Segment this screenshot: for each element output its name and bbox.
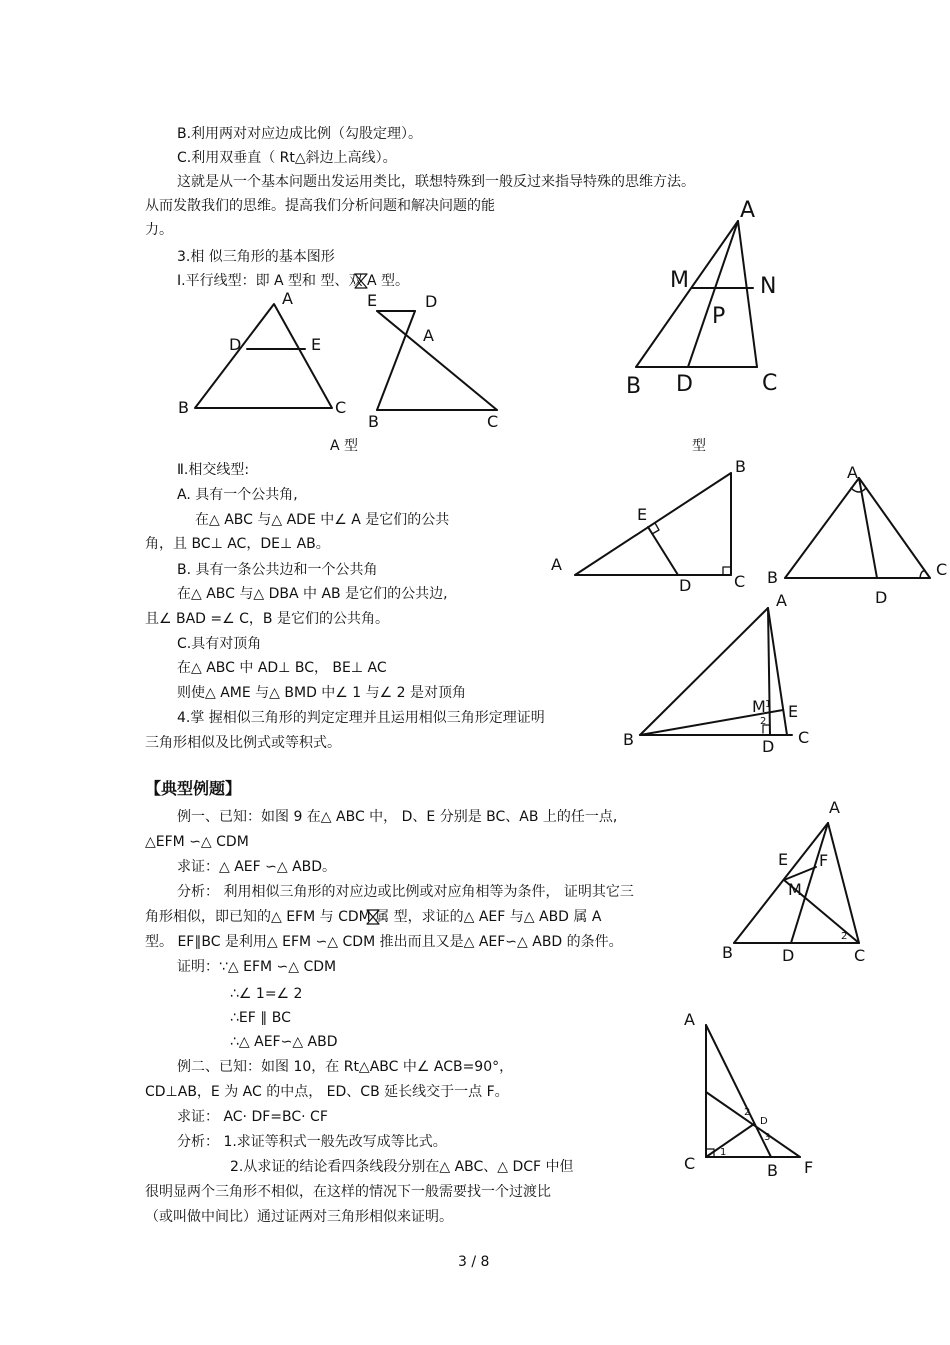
label-c: C bbox=[487, 412, 499, 431]
figure-x-type bbox=[365, 293, 505, 433]
label-b: B bbox=[767, 568, 778, 587]
label-m: M bbox=[752, 697, 766, 716]
label-b: B bbox=[722, 943, 733, 962]
text-line: 在△ ABC 与△ DBA 中 AB 是它们的公共边, bbox=[177, 586, 448, 602]
label-2: 2 bbox=[744, 1107, 751, 1118]
text-line: C.具有对顶角 bbox=[177, 636, 262, 652]
label-1: 1 bbox=[720, 1147, 727, 1158]
text-line: 角形相似，即已知的△ EFM 与 CDM 属 型，求证的△ AEF 与△ ABD 属 A bbox=[145, 909, 602, 925]
label-c: C bbox=[762, 371, 778, 396]
figure-vertical-angles bbox=[620, 590, 820, 760]
text-line: 4.掌 握相似三角形的判定定理并且运用相似三角形定理证明 bbox=[177, 710, 545, 726]
label-f: F bbox=[819, 851, 829, 870]
text-line: CD⊥AB，E 为 AC 的中点， ED、CB 延长线交于一点 F。 bbox=[145, 1084, 509, 1100]
label-d: D bbox=[229, 335, 242, 354]
text-line: 力。 bbox=[145, 222, 173, 238]
figure-double-a bbox=[620, 193, 800, 403]
text-line: 求证： AC· DF=BC· CF bbox=[177, 1109, 328, 1125]
label-b: B bbox=[368, 412, 379, 431]
label-2: 2 bbox=[841, 931, 848, 942]
text-line: A. 具有一个公共角, bbox=[177, 487, 298, 503]
text-line: Ⅰ.平行线型：即 A 型和 型、双 A 型。 bbox=[177, 273, 409, 289]
label-d: D bbox=[875, 588, 888, 607]
label-c: C bbox=[734, 572, 746, 591]
label-e: E bbox=[788, 702, 799, 721]
hourglass-icon bbox=[354, 273, 368, 289]
text-line: 型。 EF∥BC 是利用△ EFM ∽△ CDM 推出而且又是△ AEF∽△ ABD 的条件。 bbox=[145, 934, 623, 950]
label-c: C bbox=[936, 560, 948, 579]
text-line: 例二、已知：如图 10，在 Rt△ABC 中∠ ACB=90°， bbox=[177, 1059, 514, 1075]
figure-a-type bbox=[175, 289, 347, 422]
text-line: 在△ ABC 与△ ADE 中∠ A 是它们的公共 bbox=[195, 512, 450, 528]
text-line: ∴△ AEF∽△ ABD bbox=[230, 1034, 338, 1050]
label-3: 3 bbox=[764, 1132, 771, 1143]
label-f: F bbox=[804, 1158, 814, 1177]
figure-common-side bbox=[765, 458, 950, 608]
text-line: 例一、已知：如图 9 在△ ABC 中， D、E 分别是 BC、AB 上的任一点, bbox=[177, 809, 618, 825]
label-a: A bbox=[847, 463, 858, 482]
label-b: B bbox=[626, 374, 642, 399]
text-line: 分析： 利用相似三角形的对应边或比例或对应角相等为条件， 证明其它三 bbox=[177, 884, 634, 900]
label-c: C bbox=[335, 398, 347, 417]
label-b: B bbox=[735, 457, 746, 476]
text-line: △EFM ∽△ CDM bbox=[145, 834, 249, 850]
label-a: A bbox=[740, 198, 756, 223]
label-e: E bbox=[637, 505, 648, 524]
text-line: 3.相 似三角形的基本图形 bbox=[177, 249, 335, 265]
label-a: A bbox=[282, 289, 293, 308]
text-line: 分析： 1.求证等积式一般先改写成等比式。 bbox=[177, 1134, 447, 1150]
label-a: A bbox=[551, 555, 562, 574]
caption-a-type: A 型 bbox=[330, 438, 359, 454]
label-c: C bbox=[854, 946, 866, 965]
label-d: D bbox=[782, 946, 795, 965]
text-line: 在△ ABC 中 AD⊥ BC， BE⊥ AC bbox=[177, 660, 387, 676]
text-line: B.利用两对对应边成比例（勾股定理）。 bbox=[177, 126, 423, 142]
label-a: A bbox=[776, 591, 787, 610]
label-d: D bbox=[425, 292, 438, 311]
label-c: C bbox=[684, 1154, 696, 1173]
label-d: D bbox=[679, 576, 692, 595]
label-d: D bbox=[760, 1116, 768, 1127]
label-a: A bbox=[423, 326, 434, 345]
label-p: P bbox=[712, 304, 726, 329]
label-e: E bbox=[367, 291, 378, 310]
text-line: 从而发散我们的思维。提高我们分析问题和解决问题的能 bbox=[145, 198, 495, 214]
section-heading: 【典型例题】 bbox=[145, 779, 242, 798]
label-b: B bbox=[623, 730, 634, 749]
text-line: Ⅱ.相交线型: bbox=[177, 462, 250, 478]
caption-x-type: 型 bbox=[692, 438, 706, 454]
label-a: A bbox=[829, 798, 840, 817]
label-1: 1 bbox=[765, 699, 772, 710]
label-e: E bbox=[778, 850, 789, 869]
label-2: 2 bbox=[760, 716, 767, 727]
text-line: 2.从求证的结论看四条线段分别在△ ABC、△ DCF 中但 bbox=[230, 1159, 574, 1175]
page-number: 3 / 8 bbox=[458, 1254, 490, 1270]
text-line: C.利用双垂直（ Rt△斜边上高线）。 bbox=[177, 150, 397, 166]
text-line: 角，且 BC⊥ AC，DE⊥ AB。 bbox=[145, 536, 330, 552]
hourglass-icon bbox=[366, 909, 380, 925]
label-c: C bbox=[798, 728, 810, 747]
text-line: 这就是从一个基本问题出发运用类比，联想特殊到一般反过来指导特殊的思维方法。 bbox=[177, 174, 695, 190]
figure-9 bbox=[718, 795, 898, 970]
text-line: 很明显两个三角形不相似，在这样的情况下一般需要找一个过渡比 bbox=[145, 1184, 551, 1200]
label-b: B bbox=[178, 398, 189, 417]
label-b: B bbox=[767, 1161, 778, 1180]
text-line: B. 具有一条公共边和一个公共角 bbox=[177, 562, 378, 578]
text-line: 且∠ BAD =∠ C，B 是它们的公共角。 bbox=[145, 611, 389, 627]
label-d: D bbox=[676, 372, 693, 397]
text-line: （或叫做中间比）通过证两对三角形相似来证明。 bbox=[145, 1209, 453, 1225]
text-line: ∴EF ∥ BC bbox=[230, 1010, 291, 1026]
label-n: N bbox=[760, 274, 777, 299]
label-m: M bbox=[788, 880, 802, 899]
text-line: 三角形相似及比例式或等积式。 bbox=[145, 735, 341, 751]
text-line: 则使△ AME 与△ BMD 中∠ 1 与∠ 2 是对顶角 bbox=[177, 685, 467, 701]
text-line: 求证：△ AEF ∽△ ABD。 bbox=[177, 859, 337, 875]
text-line: 证明：∵△ EFM ∽△ CDM bbox=[177, 959, 337, 975]
figure-10 bbox=[680, 1005, 830, 1185]
label-m: M bbox=[670, 268, 689, 293]
label-d: D bbox=[762, 737, 775, 756]
text-line: ∴∠ 1=∠ 2 bbox=[230, 986, 303, 1002]
figure-common-angle bbox=[545, 455, 760, 595]
label-a: A bbox=[684, 1010, 695, 1029]
label-e: E bbox=[311, 335, 322, 354]
